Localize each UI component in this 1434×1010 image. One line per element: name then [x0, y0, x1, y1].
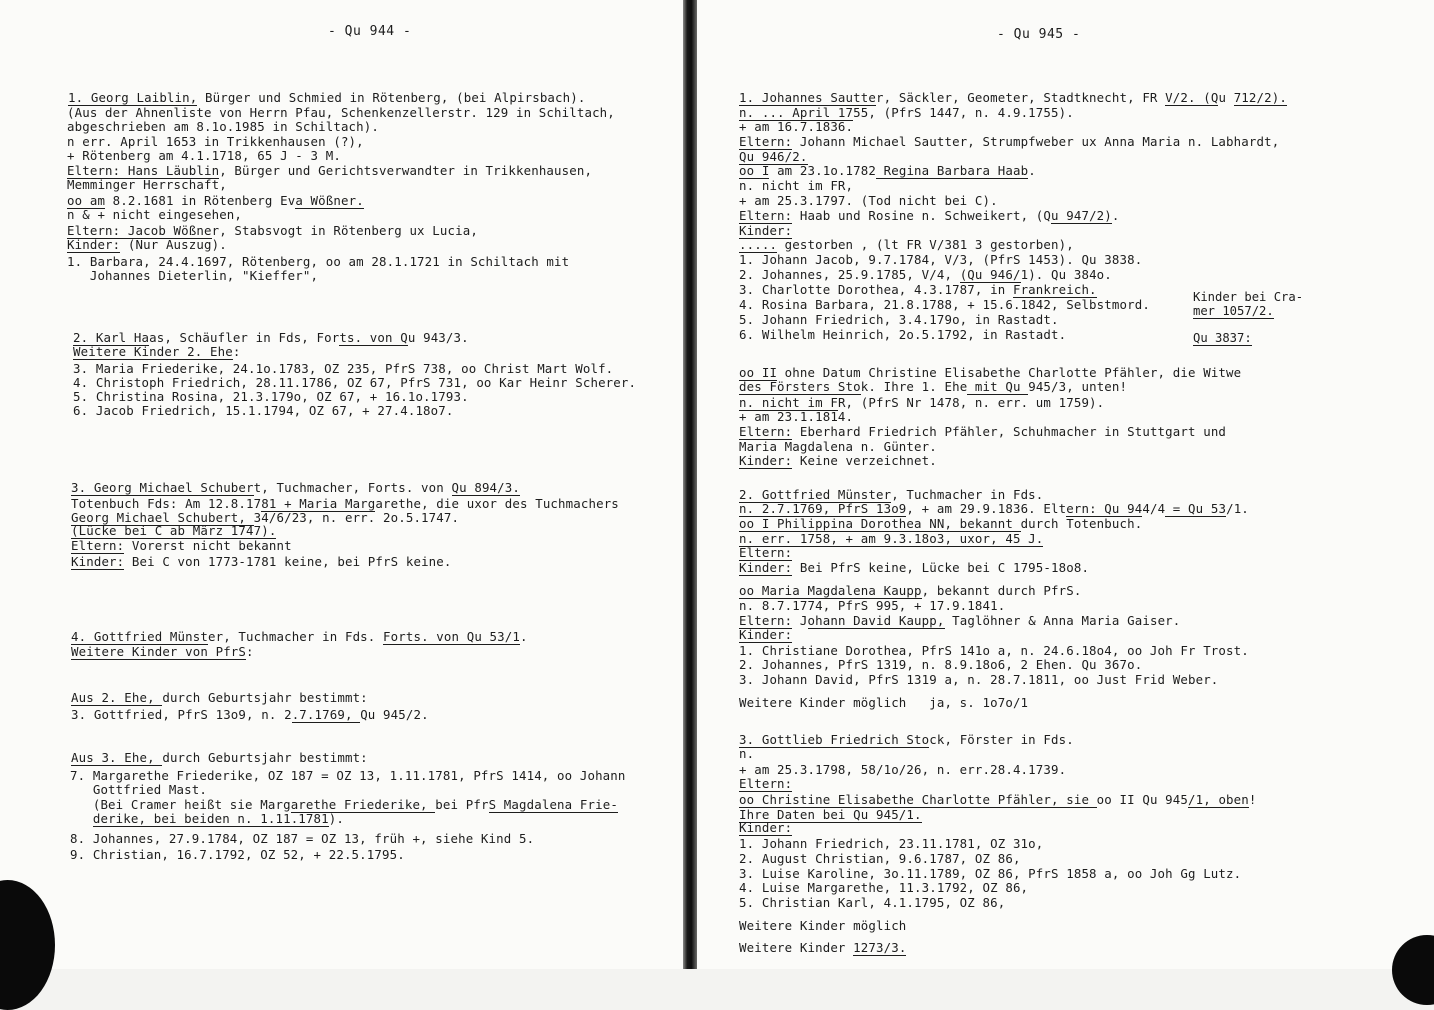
right-text-line: n. 8.7.1774, PfrS 995, + 17.9.1841.	[739, 598, 1006, 613]
right-text-line: 6. Wilhelm Heinrich, 2o.5.1792, in Rastadt.	[739, 327, 1067, 342]
right-text-line: Eltern: Johann David Kaupp, Taglöhner & Anna Maria Gaiser.	[739, 613, 1181, 628]
page-number-left: - Qu 944 -	[328, 24, 412, 39]
right-text-line: oo I am 23.1o.1782 Regina Barbara Haab.	[739, 163, 1036, 178]
right-text-line: 3. Charlotte Dorothea, 4.3.1787, in Frankreich.	[739, 282, 1097, 297]
right-text-line: Qu 946/2.	[739, 149, 808, 164]
right-text-line: oo I Philippina Dorothea NN, bekannt durch Totenbuch.	[739, 516, 1143, 531]
left-text-line: 8. Johannes, 27.9.1784, OZ 187 = OZ 13, früh +, siehe Kind 5.	[70, 831, 535, 846]
left-text-line: 6. Jacob Friedrich, 15.1.1794, OZ 67, + 27.4.18o7.	[73, 403, 454, 418]
right-text-line: 4. Luise Margarethe, 11.3.1792, OZ 86,	[739, 880, 1029, 895]
left-text-line: Aus 3. Ehe, durch Geburtsjahr bestimmt:	[71, 750, 368, 765]
left-text-line: n & + nicht eingesehen,	[67, 207, 243, 222]
right-text-line: n. err. 1758, + am 9.3.18o3, uxor, 45 J.	[739, 531, 1044, 546]
left-text-line: 3. Georg Michael Schubert, Tuchmacher, Forts. von Qu 894/3.	[71, 480, 520, 495]
left-text-line: Eltern: Hans Läublin, Bürger und Gerichtsverwandter in Trikkenhausen,	[67, 163, 593, 178]
left-text-line: abgeschrieben am 8.1o.1985 in Schiltach).	[67, 119, 380, 134]
right-text-line: 3. Gottlieb Friedrich Stock, Förster in Fds.	[739, 732, 1074, 747]
left-text-line: 9. Christian, 16.7.1792, OZ 52, + 22.5.1795.	[70, 847, 405, 862]
left-text-line: Totenbuch Fds: Am 12.8.1781 + Maria Margarethe, die uxor des Tuchmachers	[71, 496, 619, 511]
right-side-note: mer 1057/2.	[1193, 304, 1274, 318]
right-text-line: ..... gestorben , (lt FR V/381 3 gestorben),	[739, 237, 1074, 252]
left-text-line: (Lücke bei C ab März 1747).	[71, 523, 277, 538]
left-text-line: 3. Gottfried, PfrS 13o9, n. 2.7.1769, Qu 945/2.	[71, 707, 429, 722]
right-text-line: Kinder: Bei PfrS keine, Lücke bei C 1795-18o8.	[739, 560, 1090, 575]
left-text-line: 3. Maria Friederike, 24.1o.1783, OZ 235, PfrS 738, oo Christ Mart Wolf.	[73, 361, 614, 376]
left-text-line: Johannes Dieterlin, "Kieffer",	[67, 268, 319, 283]
right-text-line: n. ... April 1755, (PfrS 1447, n. 4.9.1755).	[739, 105, 1074, 120]
page-number-right: - Qu 945 -	[997, 27, 1081, 42]
left-text-line: 1. Georg Laiblin, Bürger und Schmied in Rötenberg, (bei Alpirsbach).	[68, 90, 586, 105]
left-text-line: Eltern: Jacob Wößner, Stabsvogt in Rötenberg ux Lucia,	[67, 223, 478, 238]
right-text-line: 4. Rosina Barbara, 21.8.1788, + 15.6.1842, Selbstmord.	[739, 297, 1150, 312]
right-text-line: oo II ohne Datum Christine Elisabethe Charlotte Pfähler, die Witwe	[739, 365, 1242, 380]
right-text-line: + am 23.1.1814.	[739, 409, 854, 424]
left-text-line: (Aus der Ahnenliste von Herrn Pfau, Schenkenzellerstr. 129 in Schiltach,	[67, 105, 615, 120]
right-text-line: Eltern:	[739, 545, 793, 560]
right-text-line: 2. Johannes, PfrS 1319, n. 8.9.18o6, 2 Ehen. Qu 367o.	[739, 657, 1143, 672]
left-text-line: Kinder: Bei C von 1773-1781 keine, bei PfrS keine.	[71, 554, 452, 569]
right-text-line: 1. Christiane Dorothea, PfrS 141o a, n. 24.6.18o4, oo Joh Fr Trost.	[739, 643, 1249, 658]
right-text-line: + am 25.3.1797. (Tod nicht bei C).	[739, 193, 998, 208]
right-text-line: 2. Johannes, 25.9.1785, V/4, (Qu 946/1). Qu 384o.	[739, 267, 1112, 282]
right-text-line: Eltern: Eberhard Friedrich Pfähler, Schuhmacher in Stuttgart und	[739, 424, 1227, 439]
left-text-line: 4. Christoph Friedrich, 28.11.1786, OZ 67, PfrS 731, oo Kar Heinr Scherer.	[73, 375, 637, 390]
right-text-line: 1. Johannes Sautter, Säckler, Geometer, Stadtknecht, FR V/2. (Qu 712/2).	[739, 90, 1287, 105]
right-text-line: Kinder:	[739, 223, 793, 238]
right-side-note: Kinder bei Cra-	[1193, 290, 1304, 304]
left-text-line: Weitere Kinder 2. Ehe:	[73, 344, 241, 359]
left-text-line: derike, bei beiden n. 1.11.1781).	[92, 811, 344, 826]
left-text-line: oo am 8.2.1681 in Rötenberg Eva Wößner.	[67, 193, 364, 208]
left-text-line: 7. Margarethe Friederike, OZ 187 = OZ 13, 1.11.1781, PfrS 1414, oo Johann	[70, 768, 626, 783]
left-text-line: n err. April 1653 in Trikkenhausen (?),	[67, 134, 364, 149]
right-text-line: 3. Luise Karoline, 3o.11.1789, OZ 86, PfrS 1858 a, oo Joh Gg Lutz.	[739, 866, 1242, 881]
page-right	[697, 0, 1434, 969]
left-text-line: Gottfried Mast.	[70, 782, 207, 797]
right-text-line: oo Maria Magdalena Kaupp, bekannt durch PfrS.	[739, 583, 1082, 598]
left-text-line: Georg Michael Schubert, 34/6/23, n. err. 2o.5.1747.	[71, 510, 460, 525]
right-text-line: Eltern: Johann Michael Sautter, Strumpfweber ux Anna Maria n. Labhardt,	[739, 134, 1280, 149]
left-text-line: 1. Barbara, 24.4.1697, Rötenberg, oo am 28.1.1721 in Schiltach mit	[67, 254, 570, 269]
right-text-line: n. nicht im FR, (PfrS Nr 1478, n. err. um 1759).	[739, 395, 1105, 410]
left-text-line: Memminger Herrschaft,	[67, 177, 227, 192]
right-text-line: Weitere Kinder möglich ja, s. 1o7o/1	[739, 695, 1029, 710]
right-text-line: + am 16.7.1836.	[739, 119, 854, 134]
right-text-line: 1. Johann Jacob, 9.7.1784, V/3, (PfrS 1453). Qu 3838.	[739, 252, 1143, 267]
right-text-line: Maria Magdalena n. Günter.	[739, 439, 937, 454]
left-text-line: (Bei Cramer heißt sie Margarethe Friederike, bei PfrS Magdalena Frie-	[70, 797, 618, 812]
right-text-line: 2. August Christian, 9.6.1787, OZ 86,	[739, 851, 1021, 866]
right-text-line: Kinder:	[739, 820, 793, 835]
left-text-line: Aus 2. Ehe, durch Geburtsjahr bestimmt:	[71, 690, 368, 705]
right-text-line: 3. Johann David, PfrS 1319 a, n. 28.7.1811, oo Just Frid Weber.	[739, 672, 1219, 687]
page-left	[0, 0, 683, 969]
right-text-line: + am 25.3.1798, 58/1o/26, n. err.28.4.1739.	[739, 762, 1067, 777]
right-text-line: n.	[739, 746, 755, 761]
left-text-line: 4. Gottfried Münster, Tuchmacher in Fds. Forts. von Qu 53/1.	[71, 629, 528, 644]
left-text-line: Eltern: Vorerst nicht bekannt	[71, 538, 292, 553]
right-text-line: 5. Christian Karl, 4.1.1795, OZ 86,	[739, 895, 1006, 910]
right-text-line: n. nicht im FR,	[739, 178, 854, 193]
right-text-line: Weitere Kinder 1273/3.	[739, 940, 907, 955]
left-text-line: + Rötenberg am 4.1.1718, 65 J - 3 M.	[67, 148, 341, 163]
right-text-line: Kinder:	[739, 627, 793, 642]
left-text-line: 2. Karl Haas, Schäufler in Fds, Forts. von Qu 943/3.	[73, 330, 469, 345]
right-text-line: 5. Johann Friedrich, 3.4.179o, in Rastadt.	[739, 312, 1059, 327]
left-text-line: Weitere Kinder von PfrS:	[71, 644, 254, 659]
right-text-line: Eltern:	[739, 776, 793, 791]
left-text-line: Kinder: (Nur Auszug).	[67, 237, 227, 252]
right-text-line: 1. Johann Friedrich, 23.11.1781, OZ 31o,	[739, 836, 1044, 851]
right-text-line: Eltern: Haab und Rosine n. Schweikert, (Qu 947/2).	[739, 208, 1120, 223]
right-text-line: Weitere Kinder möglich	[739, 918, 907, 933]
left-text-line: 5. Christina Rosina, 21.3.179o, OZ 67, + 16.1o.1793.	[73, 389, 469, 404]
right-text-line: Kinder: Keine verzeichnet.	[739, 453, 937, 468]
right-text-line: oo Christine Elisabethe Charlotte Pfähler, sie oo II Qu 945/1, oben!	[739, 792, 1257, 807]
right-text-line: des Försters Stok. Ihre 1. Ehe mit Qu 945/3, unten!	[739, 379, 1128, 394]
right-text-line: 2. Gottfried Münster, Tuchmacher in Fds.	[739, 487, 1044, 502]
right-text-line: Ihre Daten bei Qu 945/1.	[739, 807, 922, 822]
book-gutter	[683, 0, 697, 969]
right-side-note: Qu 3837:	[1193, 331, 1252, 345]
right-text-line: n. 2.7.1769, PfrS 13o9, + am 29.9.1836. Eltern: Qu 944/4 = Qu 53/1.	[739, 501, 1249, 516]
